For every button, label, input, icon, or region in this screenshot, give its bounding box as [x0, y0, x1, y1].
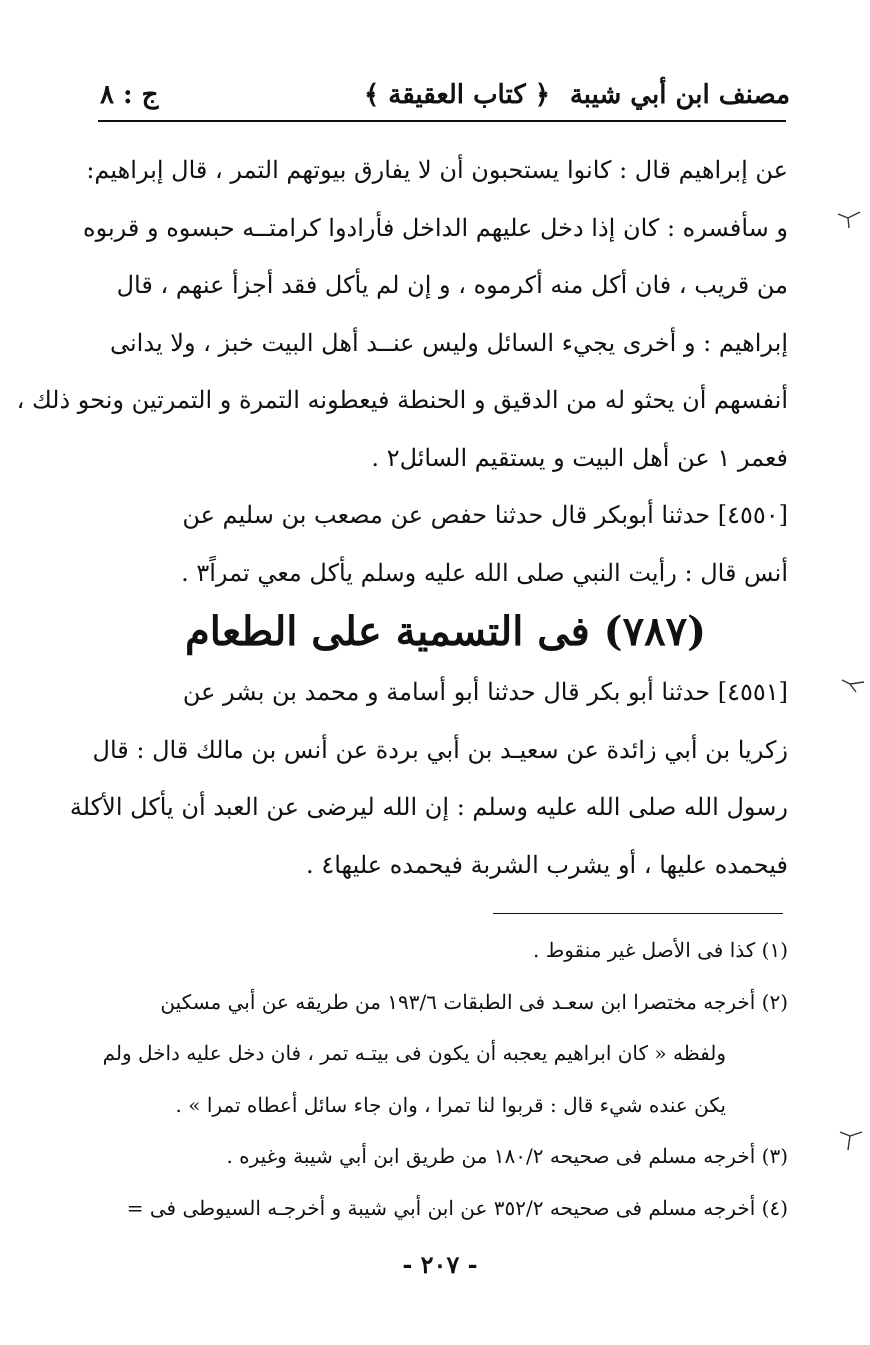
footnote-line: ولفظه « كان ابراهيم يعجبه أن يكون فى بيتـه تمر ، فان دخل عليه داخل ولم	[102, 1041, 726, 1065]
text-line: رسول الله صلى الله عليه وسلم : إن الله ليرضى عن العبد أن يأكل الأكلة	[69, 793, 788, 821]
header-book-title: مصنف ابن أبي شيبة	[569, 80, 790, 110]
footnote-line: (١) كذا فى الأصل غير منقوط .	[533, 938, 788, 962]
margin-mark-icon	[840, 670, 866, 696]
main-text-continued	[69, 664, 788, 894]
text-line: أنفسهم أن يحثو له من الدقيق و الحنطة فيعطونه التمرة و التمرتين ونحو ذلك ،	[16, 386, 788, 414]
text-line: عن إبراهيم قال : كانوا يستحبون أن لا يفارق بيوتهم التمر ، قال إبراهيم:	[86, 156, 788, 184]
header-chapter-title: ﴿ كتاب العقيقة ﴾	[363, 80, 550, 110]
footnote-line: (٤) أخرجه مسلم فى صحيحه ٣٥٢/٢ عن ابن أبي شيبة و أخرجـه السيوطى فى =	[126, 1195, 788, 1220]
text-line: [٤٥٥١] حدثنا أبو بكر قال حدثنا أبو أسامة و محمد بن بشر عن	[182, 678, 788, 706]
footnotes	[103, 925, 788, 1234]
footnote-rule	[493, 913, 783, 914]
text-line: و سأفسره : كان إذا دخل عليهم الداخل فأرادوا كرامتــه حبسوه و قربوه	[83, 213, 788, 242]
footnote-line: (٣) أخرجه مسلم فى صحيحه ١٨٠/٢ من طريق ابن أبي شيبة وغيره .	[226, 1144, 788, 1168]
text-line: فعمر ١ عن أهل البيت و يستقيم السائل٢ .	[371, 443, 788, 472]
text-line: من قريب ، فان أكل منه أكرموه ، و إن لم يأكل فقد أجزأ عنهم ، قال	[116, 271, 788, 299]
text-line: [٤٥٥٠] حدثنا أبوبكر قال حدثنا حفص عن مصعب بن سليم عن	[182, 501, 788, 529]
margin-mark-icon	[838, 1128, 864, 1154]
page-number: - ٢٠٧ -	[402, 1250, 478, 1279]
text-line: زكريا بن أبي زائدة عن سعيـد بن أبي بردة عن أنس بن مالك قال : قال	[92, 735, 788, 764]
header-volume: ج : ٨	[100, 80, 159, 110]
text-line: إبراهيم : و أخرى يجيء السائل وليس عنــد أهل البيت خبز ، ولا يدانى	[110, 328, 788, 357]
footnote-line: يكن عنده شيء قال : قربوا لنا تمرا ، وان جاء سائل أعطاه تمرا » .	[175, 1092, 726, 1117]
footnote-line: (٢) أخرجه مختصرا ابن سعـد فى الطبقات ١٩٣/٦ من طريقه عن أبي مسكين	[160, 989, 788, 1014]
text-line: أنس قال : رأيت النبي صلى الله عليه وسلم يأكل معي تمراً٣ .	[181, 558, 788, 587]
text-line: فيحمده عليها ، أو يشرب الشربة فيحمده عليها٤ .	[306, 850, 788, 879]
header-rule	[98, 120, 786, 122]
margin-mark-icon	[836, 206, 862, 232]
section-heading: (٧٨٧) فى التسمية على الطعام	[185, 608, 706, 655]
running-header	[100, 72, 790, 122]
main-text	[16, 142, 788, 602]
